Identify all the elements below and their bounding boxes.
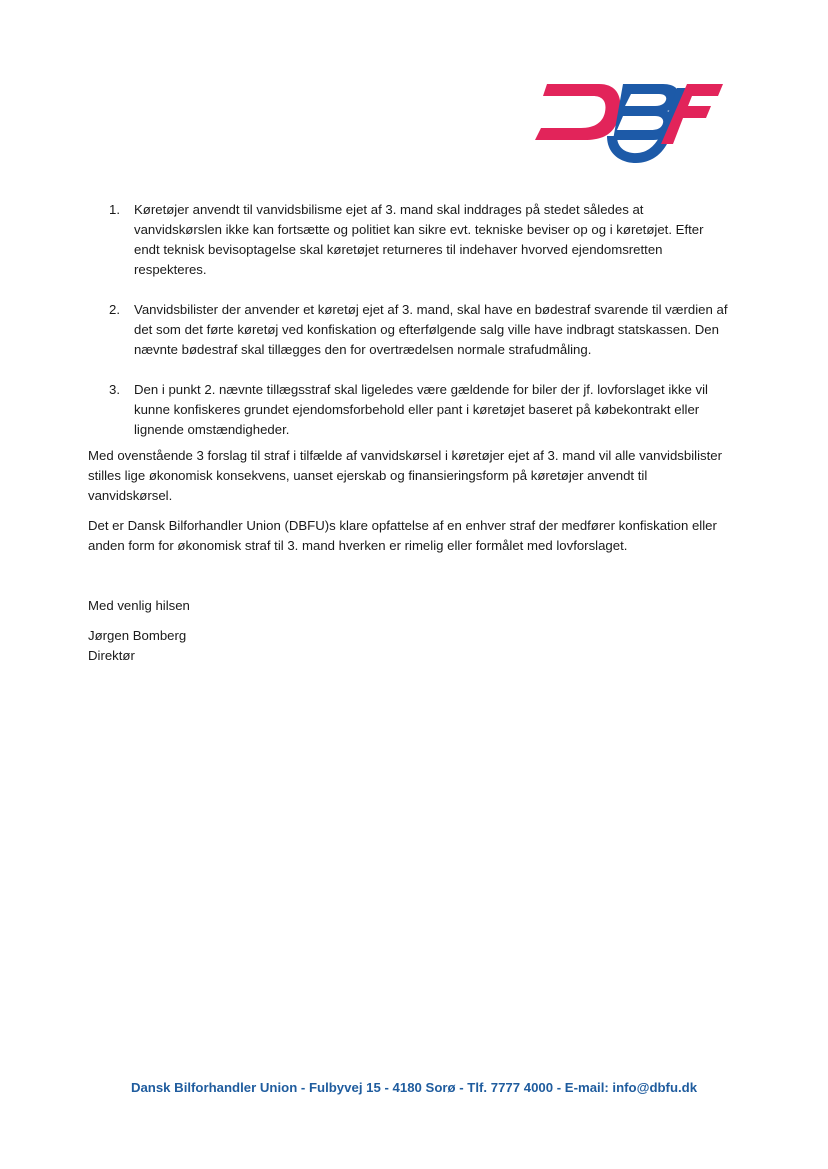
list-item-text: Køretøjer anvendt til vanvidsbilisme ejet af 3. mand skal inddrages på stedet således at vanvidskørslen ikke kan fortsætte og politiet kan sikre evt. tekniske beviser op og i køretøjet. Efter endt teknisk bevisoptagelse skal køretøjet returneres til indehaver hvorved ejendomsretten respekteres.	[134, 202, 704, 277]
dbfu-logo	[527, 78, 723, 168]
list-item	[88, 300, 728, 360]
list-item-number: 2.	[109, 302, 120, 317]
paragraph: Med ovenstående 3 forslag til straf i tilfælde af vanvidskørsel i køretøjer ejet af 3. mand vil alle vanvidsbilister stilles lige økonomisk konsekvens, uanset ejerskab og finansieringsform på køretøjer anvendt til vanvidskørsel.	[88, 448, 722, 503]
list-item-number: 3.	[109, 382, 120, 397]
closing	[88, 596, 728, 666]
closing-greeting: Med venlig hilsen	[88, 598, 190, 613]
list-item-text: Den i punkt 2. nævnte tillægsstraf skal ligeledes være gældende for biler der jf. lovforslaget ikke vil kunne konfiskeres grundet ejendomsforbehold eller pant i køretøjet baseret på købekontrakt eller lignende omstændigheder.	[134, 382, 708, 437]
footer-contact: Dansk Bilforhandler Union - Fulbyvej 15 - 4180 Sorø - Tlf. 7777 4000 - E-mail: info@dbfu.dk	[130, 1080, 698, 1095]
logo-letter-d	[535, 84, 620, 140]
list-item-text: Vanvidsbilister der anvender et køretøj ejet af 3. mand, skal have en bødestraf svarende til værdien af det som det førte køretøj ved konfiskation og efterfølgende salg ville have indbragt statskassen. Den nævnte bødestraf skal tillægges den for overtrædelsen normale strafudmåling.	[134, 302, 728, 357]
signatory-title: Direktør	[88, 648, 135, 663]
paragraph: Det er Dansk Bilforhandler Union (DBFU)s klare opfattelse af en enhver straf der medfører konfiskation eller anden form for økonomisk straf til 3. mand hverken er rimelig eller formålet med lovforslaget.	[88, 518, 717, 553]
list-item-number: 1.	[109, 202, 120, 217]
letter-body	[88, 200, 728, 666]
logo-text: DBF	[527, 78, 529, 79]
list-item	[88, 380, 728, 440]
signatory-name: Jørgen Bomberg	[88, 628, 187, 643]
proposal-list	[88, 200, 728, 440]
list-item	[88, 200, 728, 280]
